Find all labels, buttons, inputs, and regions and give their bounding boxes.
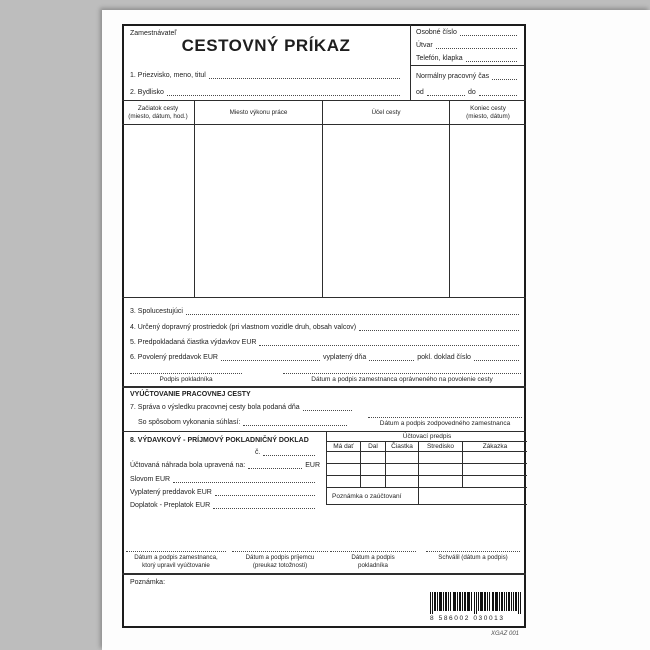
trip-col-purpose [323,101,450,125]
advance-paid-line [130,488,318,497]
residence-line [130,88,403,97]
trip-col-start-line1: Začiatok cesty [137,104,179,112]
barcode [430,592,523,622]
dotted-line [492,79,517,80]
item5-line [130,338,522,347]
residence-label: 2. Bydlisko [130,89,164,96]
item6-line [130,353,522,362]
accounting-col-ciastka [386,442,419,452]
col-label: Zákazka [482,443,508,450]
cashier-signature-block [130,371,242,384]
accounting-empty-cell [327,476,361,488]
accounting-col-dal [361,442,386,452]
dotted-line [213,508,315,509]
unit-label: Útvar [416,42,433,49]
personal-number-label: Osobné číslo [416,29,457,36]
dotted-line [466,61,517,62]
cashier-bottom-line1: Dátum a podpis [351,554,395,561]
col-label: Dal [368,443,378,450]
trip-body-cell [323,125,450,297]
phone-line [416,54,520,63]
from-to-line [416,88,520,97]
dotted-line [215,495,315,496]
item3-line [130,307,522,316]
accounting-header-cell [327,431,527,442]
dotted-line [173,482,315,483]
dotted-line [436,48,517,49]
trip-col-purpose-label: Účel cesty [371,108,401,116]
item7b-line [138,418,350,427]
document-number-label: č. [255,449,261,456]
dotted-line [167,95,400,96]
dotted-line [427,95,465,96]
accounting-empty-cell [419,476,463,488]
dotted-line [303,410,352,411]
accounting-col-madat [327,442,361,452]
print-code: XGAZ 001 [491,631,520,637]
to-label: do [468,89,476,96]
dotted-line [221,360,320,361]
balance-label: Doplatok - Preplatok EUR [130,502,211,509]
item7-line [130,403,355,412]
item7b-label: So spôsobom vykonania súhlasí: [138,419,241,426]
eur-label: EUR [305,462,320,469]
authorizer-signature-label: Dátum a podpis zamestnanca oprávneného na povolenie cesty [311,376,493,383]
unit-line [416,41,520,50]
barcode-digits: 8 586002 030013 [430,615,505,622]
accounting-header-label: Účtovací predpis [402,432,452,440]
section-divider [122,573,526,575]
cashier-bottom-line2: pokladníka [358,561,388,569]
surname-label: 1. Priezvisko, meno, titul [130,72,206,79]
dotted-line [474,360,519,361]
work-hours-label: Normálny pracovný čas [416,73,490,80]
phone-label: Telefón, klapka [416,55,463,62]
accounting-empty-cell [327,464,361,476]
authorizer-signature-block [283,371,521,384]
in-words-label: Slovom EUR [130,476,171,483]
item6-doc-label: pokl. doklad číslo [417,354,471,361]
dotted-line [243,425,347,426]
approver-signature-block [426,549,520,562]
accounting-empty-cell [419,464,463,476]
signature-dotted-line [283,371,521,374]
signature-dotted-line [126,549,226,552]
header-right-divider [410,65,524,66]
accounting-empty-cell [419,452,463,464]
work-hours-line [416,72,520,81]
settlement-header: VYÚČTOVANIE PRACOVNEJ CESTY [130,391,251,398]
accounting-empty-cell [463,476,527,488]
trip-body-cell [122,125,195,297]
dotted-line [259,345,519,346]
accounting-note-label: Poznámka o zaúčtovaní [332,492,402,500]
item4-line [130,323,522,332]
trip-col-place [195,101,323,125]
cashier-signature-label: Podpis pokladníka [159,376,213,383]
employer-label: Zamestnávateľ [130,30,177,37]
accounting-table [326,431,526,505]
from-label: od [416,89,424,96]
section8-header: 8. VÝDAVKOVÝ - PRÍJMOVÝ POKLADNIČNÝ DOKLAD [130,437,309,444]
recipient-line1: Dátum a podpis príjemcu [245,554,315,561]
col-label: Stredisko [426,443,455,450]
dotted-line [248,468,302,469]
trip-body-cell [450,125,526,297]
signature-dotted-line [368,415,522,418]
trip-col-end [450,101,526,125]
item6-paid-label: vyplatený dňa [323,354,367,361]
form-title: CESTOVNÝ PRÍKAZ [181,36,351,55]
advance-paid-label: Vyplatený preddavok EUR [130,489,212,496]
signature-dotted-line [426,549,520,552]
accounting-empty-cell [327,452,361,464]
signature-dotted-line [232,549,328,552]
section-divider [122,386,526,388]
accounting-note-empty-cell [419,488,527,505]
trip-table [122,100,526,298]
signature-dotted-line [130,371,242,374]
recipient-line2: (preukaz totožnosti) [252,561,308,569]
dotted-line [359,330,519,331]
adjusted-amount-label: Účtovaná náhrada bola upravená na: [130,462,246,469]
accounting-empty-cell [361,476,386,488]
recipient-signature-block [232,549,328,569]
dotted-line [479,95,517,96]
dotted-line [209,78,400,79]
trip-col-start-line2: (miesto, dátum, hod.) [128,112,188,120]
accounting-empty-cell [386,464,419,476]
note-label: Poznámka: [130,579,166,586]
dotted-line [460,35,517,36]
accounting-empty-cell [361,464,386,476]
accounting-empty-cell [463,452,527,464]
trip-col-end-line2: (miesto, dátum) [466,112,510,120]
accounting-col-stredisko [419,442,463,452]
barcode-bars [430,592,523,614]
surname-line [130,71,403,80]
col-label: Čiastka [391,443,413,450]
settlement-editor-line1: Dátum a podpis zamestnanca, [134,554,218,561]
accounting-empty-cell [386,452,419,464]
settlement-editor-line2: ktorý upravil vyúčtovanie [142,561,210,569]
balance-line [130,501,318,510]
cashier-bottom-signature-block [330,549,416,569]
accounting-empty-cell [463,464,527,476]
personal-number-line [416,28,520,37]
item4-label: 4. Určený dopravný prostriedok (pri vlastnom vozidle druh, obsah valcov) [130,324,357,331]
adjusted-amount-line [130,461,320,470]
item5-label: 5. Predpokladaná čiastka výdavkov EUR [130,339,257,346]
accounting-col-zakazka [463,442,527,452]
trip-body-cell [195,125,323,297]
trip-col-end-line1: Koniec cesty [470,104,506,112]
responsible-signature-label: Dátum a podpis zodpovedného zamestnanca [379,420,511,427]
responsible-signature-block [368,415,522,428]
trip-col-start [122,101,195,125]
dotted-line [369,360,414,361]
trip-col-place-label: Miesto výkonu práce [229,108,288,116]
header-divider [410,24,411,100]
in-words-line [130,475,318,484]
item6-label: 6. Povolený preddavok EUR [130,354,218,361]
dotted-line [186,314,519,315]
signature-dotted-line [330,549,416,552]
document-number-line [255,448,318,457]
col-label: Má dať [333,443,354,450]
approver-line1: Schválil (dátum a podpis) [438,554,508,561]
item3-label: 3. Spolucestujúci [130,308,183,315]
dotted-line [263,455,315,456]
settlement-editor-signature-block [126,549,226,569]
item7-label: 7. Správa o výsledku pracovnej cesty bola podaná dňa [130,404,300,411]
accounting-empty-cell [386,476,419,488]
accounting-empty-cell [361,452,386,464]
accounting-note-cell [327,488,419,505]
